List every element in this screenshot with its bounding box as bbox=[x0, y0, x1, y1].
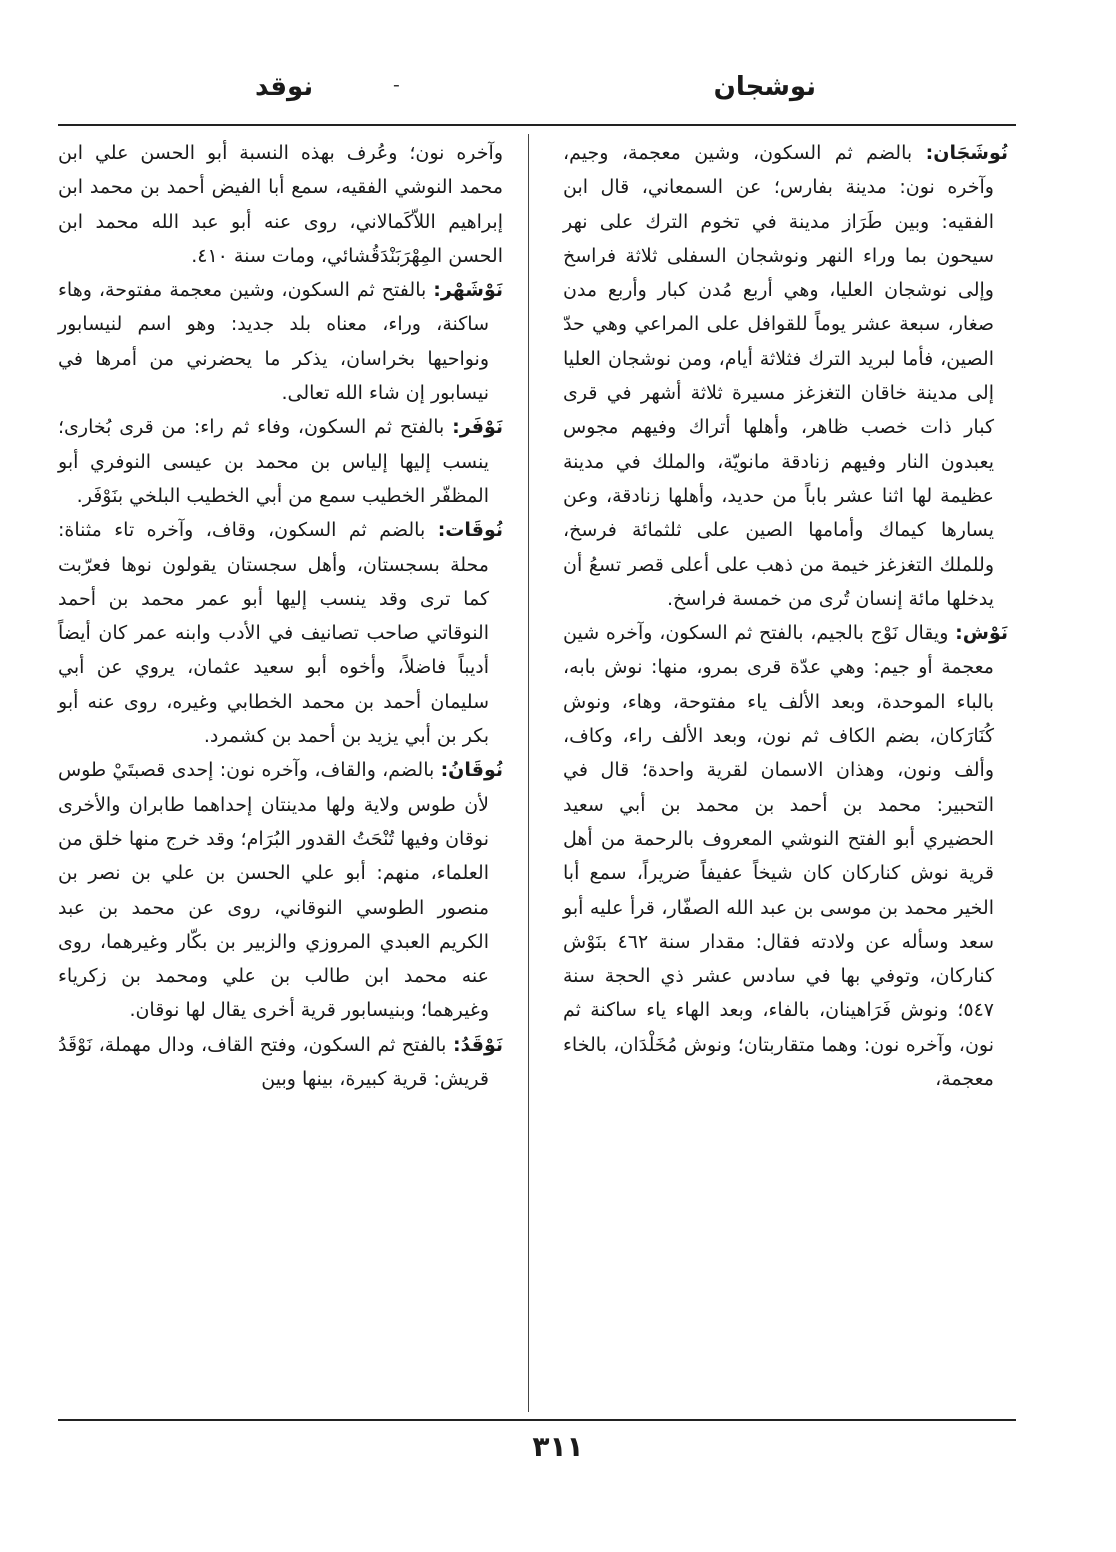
entry-text: بالضم ثم السكون، وشين معجمة، وجيم، وآخره نون: مدينة بفارس؛ عن السمعاني، قال ابن الفقيه: وبين طَرَاز مدينة في تخوم الترك على نهر سيحون بما وراء النهر ونوشجان السفلى ثلاثة فراسخ وإلى نوشجان العليا، وهي أربع مُدن كبار وأربع مدن صغار، سبعة عشر يوماً للقوافل على المراعي وهي حدّ الصين، فأما لبريد الترك فثلاثة أيام، ومن نوشجان العليا إلى مدينة خاقان التغزغز مسيرة ثلاثة أشهر في قرى كبار ذات خصب ظاهر، وأهلها أتراك وفيهم مجوس يعبدون النار وفيهم زنادقة مانويّة، والملك في مدينة عظيمة لها اثنا عشر باباً من حديد، وأهلها زنادقة، وعن يسارها كيماك وأمامها الصين على ثلثمائة فرسخ، وللملك التغزغز خيمة من ذهب على أعلى قصر تسعُ أن يدخلها مائة إنسان تُرى من خمسة فراسخ. bbox=[563, 142, 994, 610]
page-number: ٣١١ bbox=[532, 1430, 584, 1463]
headword: نَوْفَر: bbox=[452, 416, 503, 439]
headword: نُوقَانُ: bbox=[440, 759, 503, 782]
running-head-left: نوقد bbox=[255, 72, 314, 102]
entry-nawqad bbox=[58, 1028, 503, 1097]
entry-continuation bbox=[58, 136, 503, 273]
top-rule bbox=[58, 124, 1016, 126]
entry-text: ويقال نَوْج بالجيم، بالفتح ثم السكون، وآخره شين معجمة أو جيم: وهي عدّة قرى بمرو، منها: نوش بابه، بالباء الموحدة، وبعد الألف ياء مفتوحة، وهاء، ونوش كُنَارَكان، بضم الكاف ثم نون، وبعد الألف راء، وكاف، وألف ونون، وهذان الاسمان لقرية واحدة؛ قال في التحبير: محمد بن أحمد بن محمد بن أبي سعيد الحضيري أبو الفتح النوشي المعروف بالرحمة من أهل قرية نوش كناركان كان شيخاً عفيفاً ضريراً، سمع أبا الخير محمد بن موسى بن عبد الله الصفّار، قرأ عليه أبو سعد وسأله عن ولادته فقال: مقدار سنة ٤٦٢ بنَوْش كناركان، وتوفي بها في سادس عشر ذي الحجة سنة ٥٤٧؛ ونوش فَرَاهينان، بالفاء، وبعد الهاء ياء ساكنة ثم نون، وآخره نون: وهما متقاربتان؛ ونوش مُخَلْدَان، بالخاء معجمة، bbox=[563, 622, 995, 1091]
headword: نَوْشَهْر: bbox=[433, 279, 503, 302]
header-mark: - bbox=[393, 72, 400, 96]
entry-text: وآخره نون؛ وعُرف بهذه النسبة أبو الحسن علي ابن محمد النوشي الفقيه، سمع أبا الفيض أحمد بن محمد ابن إبراهيم اللاّكَمالاني، روى عنه أبو عبد الله محمد ابن الحسن المِهْرَبَنْدَقُشائي، ومات سنة ٤١٠. bbox=[58, 142, 503, 267]
entry-nawfar bbox=[58, 410, 503, 513]
right-column bbox=[563, 136, 1008, 1096]
headword: نَوْقَدُ: bbox=[452, 1033, 503, 1056]
headword: نُوقَات: bbox=[437, 519, 503, 542]
headword: نَوْش: bbox=[955, 622, 1008, 645]
running-head-right: نوشجان bbox=[713, 72, 816, 102]
entry-nawshahr bbox=[58, 273, 503, 410]
left-column bbox=[58, 136, 503, 1096]
entry-nushajan bbox=[563, 136, 1008, 616]
entry-text: بالضم ثم السكون، وقاف، وآخره تاء مثناة: محلة بسجستان، وأهل سجستان يقولون نوها فعرّبت كما ترى وقد ينسب إليها أبو عمر محمد بن أحمد النوقاتي صاحب تصانيف في الأدب وابنه عمر كان أيضاً أديباً فاضلاً، وأخوه أبو سعيد عثمان، يروي عن أبي سليمان أحمد بن محمد الخطابي وغيره، روى عنه أبو بكر بن أبي يزيد بن أحمد بن كشمرد. bbox=[58, 519, 489, 748]
entry-text: بالضم، والقاف، وآخره نون: إحدى قصبتَيْ طوس لأن طوس ولاية ولها مدينتان إحداهما طابران والأخرى نوقان وفيها تُنْحَتُ القدور البُرَام؛ وقد خرج منها خلق من العلماء، منهم: أبو علي الحسن بن علي بن نصر بن منصور الطوسي النوقاني، روى عن محمد بن عبد الكريم العبدي المروزي والزبير بن بكّار وغيرهما، روى عنه محمد ابن طالب بن علي ومحمد بن زكرياء وغيرهما؛ وبنيسابور قرية أخرى يقال لها نوقان. bbox=[58, 759, 489, 1022]
entry-nuqat bbox=[58, 513, 503, 753]
entry-text: بالفتح ثم السكون، وفتح القاف، ودال مهملة، نَوْقَدُ قريش: قرية كبيرة، بينها وبين bbox=[58, 1033, 489, 1091]
headword: نُوشَجَان: bbox=[925, 142, 1008, 164]
column-divider bbox=[528, 134, 529, 1412]
entry-text: بالفتح ثم السكون، وشين معجمة مفتوحة، وهاء ساكنة، وراء، معناه بلد جديد: وهو اسم لنيسابور ونواحيها بخراسان، يذكر ما يحضرني من أمرها في نيسابور إن شاء الله تعالى. bbox=[58, 279, 489, 405]
entry-nuqan bbox=[58, 753, 503, 1027]
entry-text: بالفتح ثم السكون، وفاء ثم راء: من قرى بُخارى؛ ينسب إليها إلياس بن محمد بن عيسى النوفري أبو المظفّر الخطيب سمع من أبي الخطيب البلخي بنَوْفَر. bbox=[58, 416, 489, 507]
bottom-rule bbox=[58, 1419, 1016, 1421]
entry-nawsh bbox=[563, 616, 1008, 1096]
